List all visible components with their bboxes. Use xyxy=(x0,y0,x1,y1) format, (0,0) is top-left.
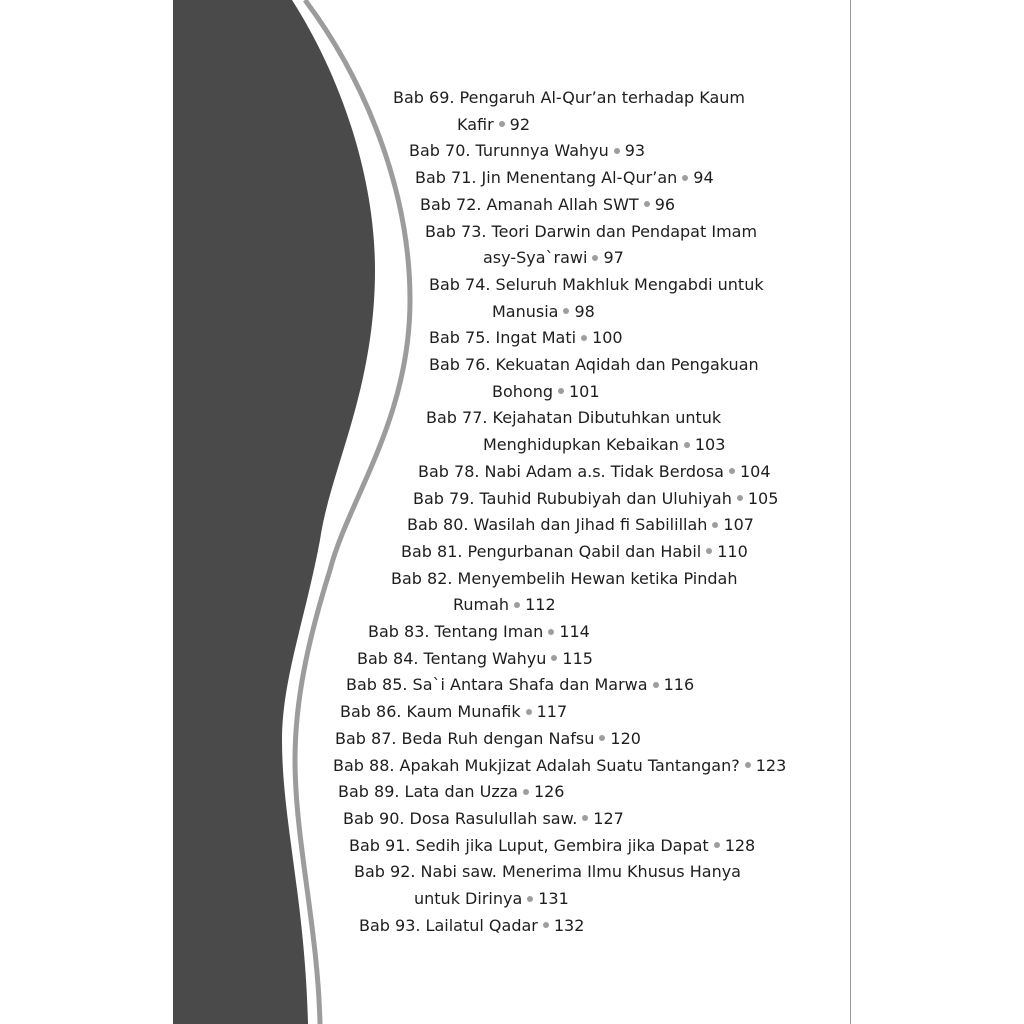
toc-entry-title xyxy=(425,222,757,242)
toc-page-number: 101 xyxy=(569,381,600,401)
toc-page-number: 120 xyxy=(610,728,641,748)
toc-page-number: 126 xyxy=(533,782,565,802)
toc-entry-title xyxy=(354,862,741,882)
toc-entry-title xyxy=(393,88,745,108)
toc-entry-text: Bab 73. Teori Darwin dan Pendapat Imam xyxy=(425,221,758,241)
toc-page-number: 116 xyxy=(663,675,695,695)
toc-entry-text: Bab 91. Sedih jika Luput, Gembira jika Dapat xyxy=(349,835,709,855)
toc-entry-title xyxy=(340,702,567,722)
toc-entry-title xyxy=(343,809,624,829)
toc-entry-text: Bab 74. Seluruh Makhluk Mengabdi untuk xyxy=(429,274,764,294)
toc-entry-text: Bab 93. Lailatul Qadar xyxy=(359,915,538,935)
toc-entry-text: Bab 77. Kejahatan Dibutuhkan untuk xyxy=(426,408,722,428)
toc-entry-title xyxy=(368,622,590,642)
toc-entry-text: Bab 84. Tentang Wahyu xyxy=(357,648,547,668)
bullet-separator-icon xyxy=(614,148,620,154)
toc-entry-title xyxy=(349,836,755,856)
toc-page-number: 105 xyxy=(747,488,779,508)
bullet-separator-icon xyxy=(548,629,554,635)
bullet-separator-icon xyxy=(582,815,588,821)
bullet-separator-icon xyxy=(653,682,659,688)
toc-entry-text: Bab 83. Tentang Iman xyxy=(368,622,544,641)
dark-wave-shape xyxy=(173,0,375,1024)
toc-entry-title-continued xyxy=(483,248,624,268)
toc-page-number: 117 xyxy=(536,702,568,722)
toc-page-number: 96 xyxy=(654,194,676,214)
bullet-separator-icon xyxy=(523,789,529,795)
toc-entry-title xyxy=(333,756,786,776)
toc-entry-title xyxy=(335,729,641,749)
toc-entry-title xyxy=(346,675,694,695)
toc-page-number: 97 xyxy=(603,248,624,268)
toc-entry-text: Bohong xyxy=(492,381,553,401)
toc-entry-title-continued xyxy=(457,115,530,135)
bullet-separator-icon xyxy=(729,468,735,474)
toc-entry-title xyxy=(401,542,748,562)
toc-entry-title xyxy=(429,275,764,295)
toc-entry-text: Bab 86. Kaum Munafik xyxy=(340,702,521,722)
bullet-separator-icon xyxy=(563,308,569,314)
toc-entry-text: Bab 88. Apakah Mukjizat Adalah Suatu Tantangan? xyxy=(333,755,740,775)
toc-entry-title xyxy=(391,569,737,589)
toc-entry-text: Bab 78. Nabi Adam a.s. Tidak Berdosa xyxy=(418,461,724,481)
bullet-separator-icon xyxy=(706,548,712,554)
bullet-separator-icon xyxy=(644,201,650,207)
toc-page-number: 98 xyxy=(574,301,595,321)
toc-entry-text: Bab 80. Wasilah dan Jihad fi Sabilillah xyxy=(407,515,708,535)
toc-entry-title xyxy=(409,141,645,161)
bullet-separator-icon xyxy=(551,655,557,661)
bullet-separator-icon xyxy=(682,175,688,181)
bullet-separator-icon xyxy=(581,335,587,341)
toc-page-number: 128 xyxy=(724,835,756,855)
toc-entry-title xyxy=(420,195,675,215)
toc-entry-title xyxy=(429,328,623,348)
toc-entry-title xyxy=(407,515,754,535)
bullet-separator-icon xyxy=(558,388,564,394)
toc-page-number: 94 xyxy=(693,168,714,188)
toc-page-number: 107 xyxy=(723,515,754,535)
toc-page-number: 104 xyxy=(739,461,771,481)
toc-entry-title-continued xyxy=(483,435,725,455)
toc-entry-title xyxy=(413,489,778,509)
toc-entry-text: Bab 79. Tauhid Rububiyah dan Uluhiyah xyxy=(413,488,732,508)
toc-page-number: 114 xyxy=(559,622,590,641)
toc-entry-title xyxy=(359,916,584,936)
toc-entry-text: Menghidupkan Kebaikan xyxy=(483,435,679,455)
toc-page-number: 123 xyxy=(755,755,787,775)
toc-page-number: 103 xyxy=(694,435,726,455)
toc-entry-text: Bab 92. Nabi saw. Menerima Ilmu Khusus Hanya xyxy=(354,862,741,882)
toc-entry-title xyxy=(426,408,721,428)
toc-page-number: 131 xyxy=(538,889,569,908)
bullet-separator-icon xyxy=(737,495,743,501)
bullet-separator-icon xyxy=(527,896,533,902)
bullet-separator-icon xyxy=(592,255,598,261)
bullet-separator-icon xyxy=(543,922,549,928)
toc-entry-text: Bab 72. Amanah Allah SWT xyxy=(420,194,639,214)
toc-entry-text: Bab 70. Turunnya Wahyu xyxy=(409,141,609,161)
toc-entry-text: asy-Sya`rawi xyxy=(483,248,588,268)
bullet-separator-icon xyxy=(745,762,751,768)
toc-entry-text: Bab 87. Beda Ruh dengan Nafsu xyxy=(335,728,595,748)
bullet-separator-icon xyxy=(514,602,520,608)
toc-entry-text: Bab 90. Dosa Rasulullah saw. xyxy=(343,808,578,828)
toc-entry-text: Bab 76. Kekuatan Aqidah dan Pengakuan xyxy=(429,355,759,374)
toc-entry-title-continued xyxy=(453,595,556,615)
toc-entry-title xyxy=(338,782,564,802)
toc-entry-text: Bab 69. Pengaruh Al-Qur’an terhadap Kaum xyxy=(393,88,746,107)
toc-page-number: 115 xyxy=(562,648,593,668)
toc-entry-text: Bab 81. Pengurbanan Qabil dan Habil xyxy=(401,541,702,561)
toc-entry-title xyxy=(415,168,714,188)
toc-entry-text: Bab 89. Lata dan Uzza xyxy=(338,782,518,802)
bullet-separator-icon xyxy=(714,842,720,848)
toc-entry-title-continued xyxy=(492,302,595,322)
toc-page-number: 93 xyxy=(624,141,646,161)
toc-page-number: 110 xyxy=(717,541,748,561)
toc-entry-text: Bab 82. Menyembelih Hewan ketika Pindah xyxy=(391,568,738,588)
toc-page-number: 112 xyxy=(525,595,556,615)
toc-page-number: 92 xyxy=(509,114,531,134)
toc-entry-title-continued xyxy=(492,382,600,402)
toc-page-number: 127 xyxy=(593,808,624,828)
toc-page-number: 100 xyxy=(592,328,623,348)
toc-entry-text: Rumah xyxy=(453,595,510,615)
toc-page-number: 132 xyxy=(553,915,585,935)
toc-entry-title xyxy=(429,355,759,375)
bullet-separator-icon xyxy=(712,522,718,528)
toc-entry-text: Kafir xyxy=(457,114,494,134)
toc-entry-title-continued xyxy=(414,889,569,909)
toc-entry-text: untuk Dirinya xyxy=(414,889,523,908)
toc-entry-text: Bab 75. Ingat Mati xyxy=(429,328,577,348)
bullet-separator-icon xyxy=(526,709,532,715)
bullet-separator-icon xyxy=(599,735,605,741)
toc-entry-title xyxy=(357,649,593,669)
bullet-separator-icon xyxy=(499,121,505,127)
page-edge-line xyxy=(850,0,851,1024)
toc-entry-title xyxy=(418,462,771,482)
toc-entry-text: Manusia xyxy=(492,301,559,321)
bullet-separator-icon xyxy=(684,442,690,448)
toc-entry-text: Bab 71. Jin Menentang Al-Qur’an xyxy=(415,168,678,188)
toc-entry-text: Bab 85. Sa`i Antara Shafa dan Marwa xyxy=(346,675,648,695)
